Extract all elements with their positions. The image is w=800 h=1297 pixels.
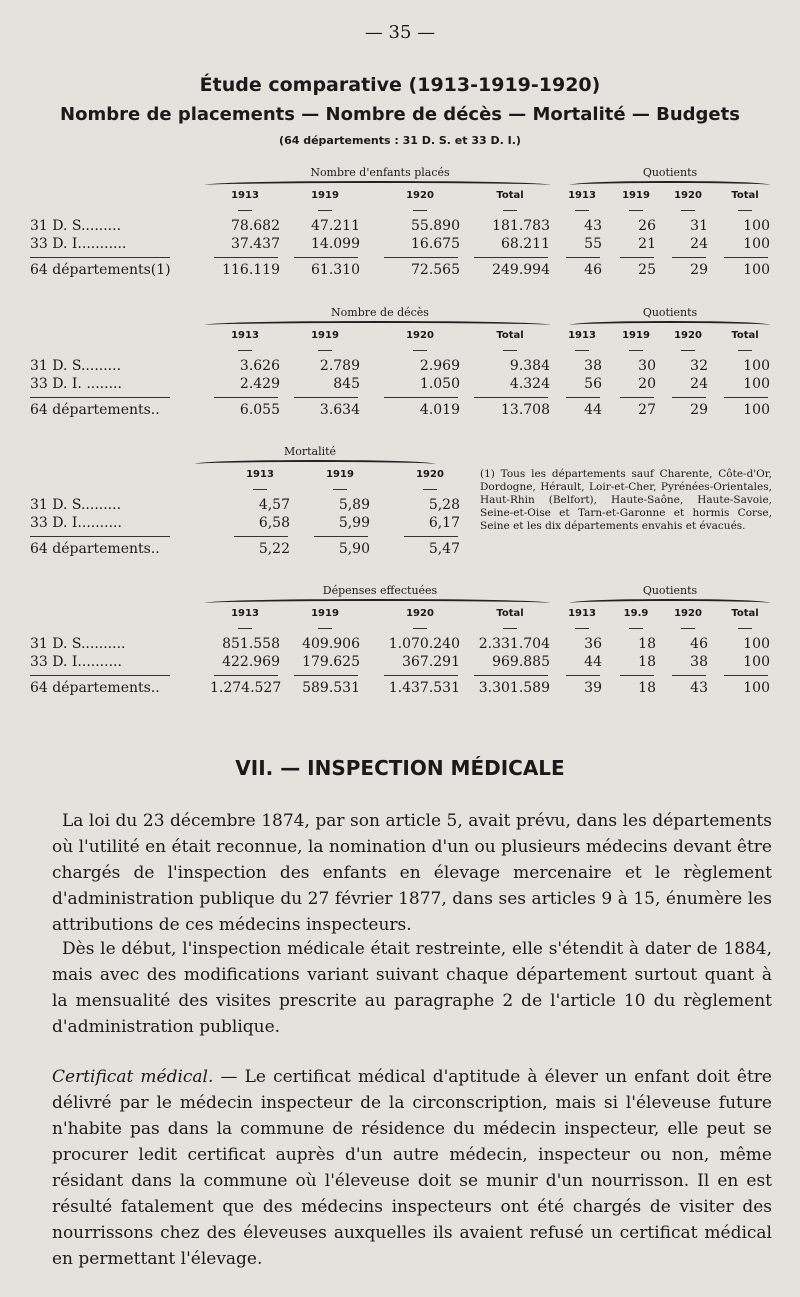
rule-column [384,257,458,258]
header-dash [238,628,252,629]
column-header: 1919 [622,190,650,201]
brace-right [570,181,770,189]
table-cell: 422.969 [222,654,280,670]
rule-column [620,257,654,258]
row-label: 33 D. I. ........ [30,376,122,392]
paragraph-2: Dès le début, l'inspection médicale était restreinte, elle s'étendit à dater de 1884, mais avec des modifications variant suivant chaque département surtout quant à la mensualité des visites prescrite au paragraphe 2 de l'article 10 du règlement d'administration publique. [52,939,772,1037]
table-cell: 589.531 [302,680,360,696]
rule-column [474,675,548,676]
table-cell: 36 [584,636,602,652]
page-subnote: (64 départements : 31 D. S. et 33 D. I.) [279,134,521,147]
table-cell: 3.301.589 [478,680,550,696]
table-cell: 29 [690,402,708,418]
table-cell: 78.682 [231,218,280,234]
table-cell: 18 [638,680,656,696]
column-header: 1919 [311,330,339,341]
row-label: 31 D. S......... [30,218,122,234]
row-label: 33 D. I.......... [30,654,122,670]
table-cell: 5,99 [338,515,370,531]
paragraph-3-text: — Le certificat médical d'aptitude à élever un enfant doit être délivré par le médecin inspecteur de la circonscription, mais si l'éleveuse future n'habite pas dans la commune de résidence du médecin inspecteur, elle peut se procurer ledit certificat auprès d'un autre médecin, inspecteur ou non, même résidant dans la commune où l'éleveuse doit se munir d'un nourrisson. Il en est résulté fatalement que des médecins inspecteurs ont été chargés de visiter des nourrissons chez des éleveuses auxquelles ils avaient refusé un certificat médical en permettant l'élevage. [52,1067,772,1269]
header-dash [681,350,695,351]
table-cell: 5,22 [258,541,290,557]
column-header: 1913 [231,330,259,341]
header-dash [413,350,427,351]
header-dash [503,628,517,629]
table-cell: 29 [690,262,708,278]
column-header: 19.9 [623,608,649,619]
rule-column [294,675,358,676]
column-header: 1919 [326,469,354,480]
table-cell: 44 [584,654,602,670]
table-cell: 3.626 [239,358,280,374]
column-header: 1913 [246,469,274,480]
table-cell: 1.050 [419,376,460,392]
rule-column [672,257,706,258]
group-label-left: Dépenses effectuées [322,584,438,597]
table-cell: 2.429 [239,376,280,392]
table-cell: 9.384 [509,358,550,374]
rule-column [214,675,278,676]
table-cell: 31 [690,218,708,234]
rule-label [30,397,170,398]
table-cell: 5,28 [428,497,460,513]
section-title: VII. — INSPECTION MÉDICALE [235,756,565,780]
table-cell: 2.331.704 [478,636,550,652]
table-cell: 38 [690,654,708,670]
brace-left [205,599,550,607]
header-dash [413,628,427,629]
table-cell: 100 [743,654,770,670]
rule-column [620,397,654,398]
column-header: Total [731,190,759,201]
table-cell: 100 [743,402,770,418]
table-cell: 43 [584,218,602,234]
brace-right [570,599,770,607]
table-cell: 18 [638,636,656,652]
table-cell: 72.565 [411,262,460,278]
table-cell: 55 [584,236,602,252]
rule-column [384,397,458,398]
header-dash [333,489,347,490]
table-cell: 5,90 [338,541,370,557]
table-cell: 38 [584,358,602,374]
header-dash [738,628,752,629]
group-label-right: Quotients [642,306,698,319]
row-label: 31 D. S......... [30,358,122,374]
header-dash [629,350,643,351]
column-header: 1920 [674,190,702,201]
header-dash [681,210,695,211]
table-cell: 43 [690,680,708,696]
header-dash [681,628,695,629]
rule-column [314,536,368,537]
table-cell: 1.070.240 [388,636,460,652]
table-cell: 2.969 [419,358,460,374]
page-number: — 35 — [364,22,436,43]
column-header: 1913 [568,190,596,201]
table-cell: 61.310 [311,262,360,278]
column-header: 1913 [568,608,596,619]
table-cell: 409.906 [302,636,360,652]
rule-column [214,397,278,398]
table-cell: 27 [638,402,656,418]
rule-label [30,257,170,258]
paragraph-3-label: Certificat médical. [52,1067,214,1087]
column-header: 1913 [231,190,259,201]
header-dash [629,210,643,211]
group-label-left: Mortalité [283,445,337,458]
column-header: Total [496,608,524,619]
table-cell: 32 [690,358,708,374]
group-label-left: Nombre d'enfants placés [310,166,450,179]
header-dash [413,210,427,211]
rule-column [724,675,768,676]
rule-column [672,675,706,676]
header-dash [238,350,252,351]
table-cell: 181.783 [492,218,550,234]
column-header: Total [731,330,759,341]
rule-column [214,257,278,258]
rule-column [234,536,288,537]
rule-column [724,397,768,398]
column-header: 1920 [674,330,702,341]
table-cell: 100 [743,636,770,652]
table-cell: 6.055 [239,402,280,418]
table-cell: 56 [584,376,602,392]
table-cell: 5,47 [428,541,460,557]
rule-column [724,257,768,258]
table-cell: 16.675 [411,236,460,252]
header-dash [503,210,517,211]
column-header: 1920 [406,608,434,619]
row-label: 31 D. S.......... [30,636,126,652]
rule-column [294,397,358,398]
column-header: 1920 [406,190,434,201]
brace-left [195,460,435,468]
table-cell: 851.558 [222,636,280,652]
table-cell: 367.291 [402,654,460,670]
table-cell: 116.119 [222,262,280,278]
table-cell: 100 [743,236,770,252]
table-cell: 249.994 [492,262,550,278]
header-dash [575,350,589,351]
table-cell: 1.437.531 [388,680,460,696]
group-label-right: Quotients [642,584,698,597]
row-label: 33 D. I........... [30,236,127,252]
table-cell: 20 [638,376,656,392]
paragraph-1: La loi du 23 décembre 1874, par son article 5, avait prévu, dans les départements où l'utilité en était reconnue, la nomination d'un ou plusieurs médecins devant être chargés de l'inspection des enfants en élevage mercenaire et le règlement d'administration publique du 27 février 1877, dans ses articles 9 à 15, énumère les attributions de ces médecins inspecteurs. [52,811,772,935]
rule-column [620,675,654,676]
rule-column [566,675,600,676]
rule-column [384,675,458,676]
table-cell: 845 [333,376,360,392]
table-cell: 21 [638,236,656,252]
header-dash [238,210,252,211]
table-cell: 3.634 [319,402,360,418]
column-header: Total [496,190,524,201]
table-cell: 6,58 [258,515,290,531]
table-cell: 100 [743,680,770,696]
column-header: 1913 [568,330,596,341]
table-cell: 46 [690,636,708,652]
row-label: 64 départements(1) [30,262,171,278]
table-cell: 6,17 [428,515,460,531]
column-header: 1920 [416,469,444,480]
column-header: 1919 [311,608,339,619]
rule-label [30,536,170,537]
header-dash [503,350,517,351]
header-dash [629,628,643,629]
header-dash [738,350,752,351]
paragraph-3 [52,1064,772,1272]
footnote: (1) Tous les départements sauf Charente, Côte-d'Or, Dordogne, Hérault, Loir-et-Cher, Pyrénées-Orientales, Haut-Rhin (Belfort), Haute-Saône, Haute-Savoie, Seine-et-Oise et Tarn-et-Garonne et hormis Corse, Seine et les dix départements envahis et évacués. [480,468,772,532]
rule-column [474,397,548,398]
group-label-right: Quotients [642,166,698,179]
table-cell: 969.885 [492,654,550,670]
table-cell: 26 [638,218,656,234]
column-header: 1919 [311,190,339,201]
header-dash [318,628,332,629]
table-cell: 100 [743,358,770,374]
rule-column [294,257,358,258]
rule-column [566,397,600,398]
header-dash [318,350,332,351]
table-cell: 2.789 [319,358,360,374]
header-dash [738,210,752,211]
header-dash [575,210,589,211]
table-cell: 68.211 [501,236,550,252]
table-cell: 4.019 [419,402,460,418]
column-header: 1920 [406,330,434,341]
table-cell: 24 [690,376,708,392]
header-dash [423,489,437,490]
brace-right [570,321,770,329]
table-cell: 4.324 [509,376,550,392]
table-cell: 30 [638,358,656,374]
brace-left [205,321,550,329]
header-dash [253,489,267,490]
header-dash [575,628,589,629]
row-label: 64 départements.. [30,680,160,696]
table-cell: 100 [743,376,770,392]
page-title: Étude comparative (1913-1919-1920) [199,74,601,96]
header-dash [318,210,332,211]
table-cell: 1.274.527 [210,680,282,696]
column-header: Total [731,608,759,619]
table-cell: 46 [584,262,602,278]
table-cell: 179.625 [302,654,360,670]
rule-label [30,675,170,676]
column-header: 1920 [674,608,702,619]
brace-left [205,181,550,189]
table-cell: 100 [743,218,770,234]
row-label: 31 D. S......... [30,497,122,513]
rule-column [404,536,458,537]
table-cell: 37.437 [231,236,280,252]
table-cell: 24 [690,236,708,252]
table-cell: 100 [743,262,770,278]
rule-column [474,257,548,258]
row-label: 33 D. I.......... [30,515,122,531]
column-header: 1913 [231,608,259,619]
column-header: Total [496,330,524,341]
row-label: 64 départements.. [30,402,160,418]
table-cell: 39 [584,680,602,696]
table-cell: 13.708 [501,402,550,418]
rule-column [672,397,706,398]
table-cell: 5,89 [338,497,370,513]
page-subtitle: Nombre de placements — Nombre de décès — Mortalité — Budgets [60,104,740,125]
table-cell: 4,57 [258,497,290,513]
column-header: 1919 [622,330,650,341]
table-cell: 25 [638,262,656,278]
rule-column [566,257,600,258]
table-cell: 55.890 [411,218,460,234]
row-label: 64 départements.. [30,541,160,557]
table-cell: 18 [638,654,656,670]
group-label-left: Nombre de décès [331,306,429,319]
table-cell: 47.211 [311,218,360,234]
table-cell: 44 [584,402,602,418]
table-cell: 14.099 [311,236,360,252]
